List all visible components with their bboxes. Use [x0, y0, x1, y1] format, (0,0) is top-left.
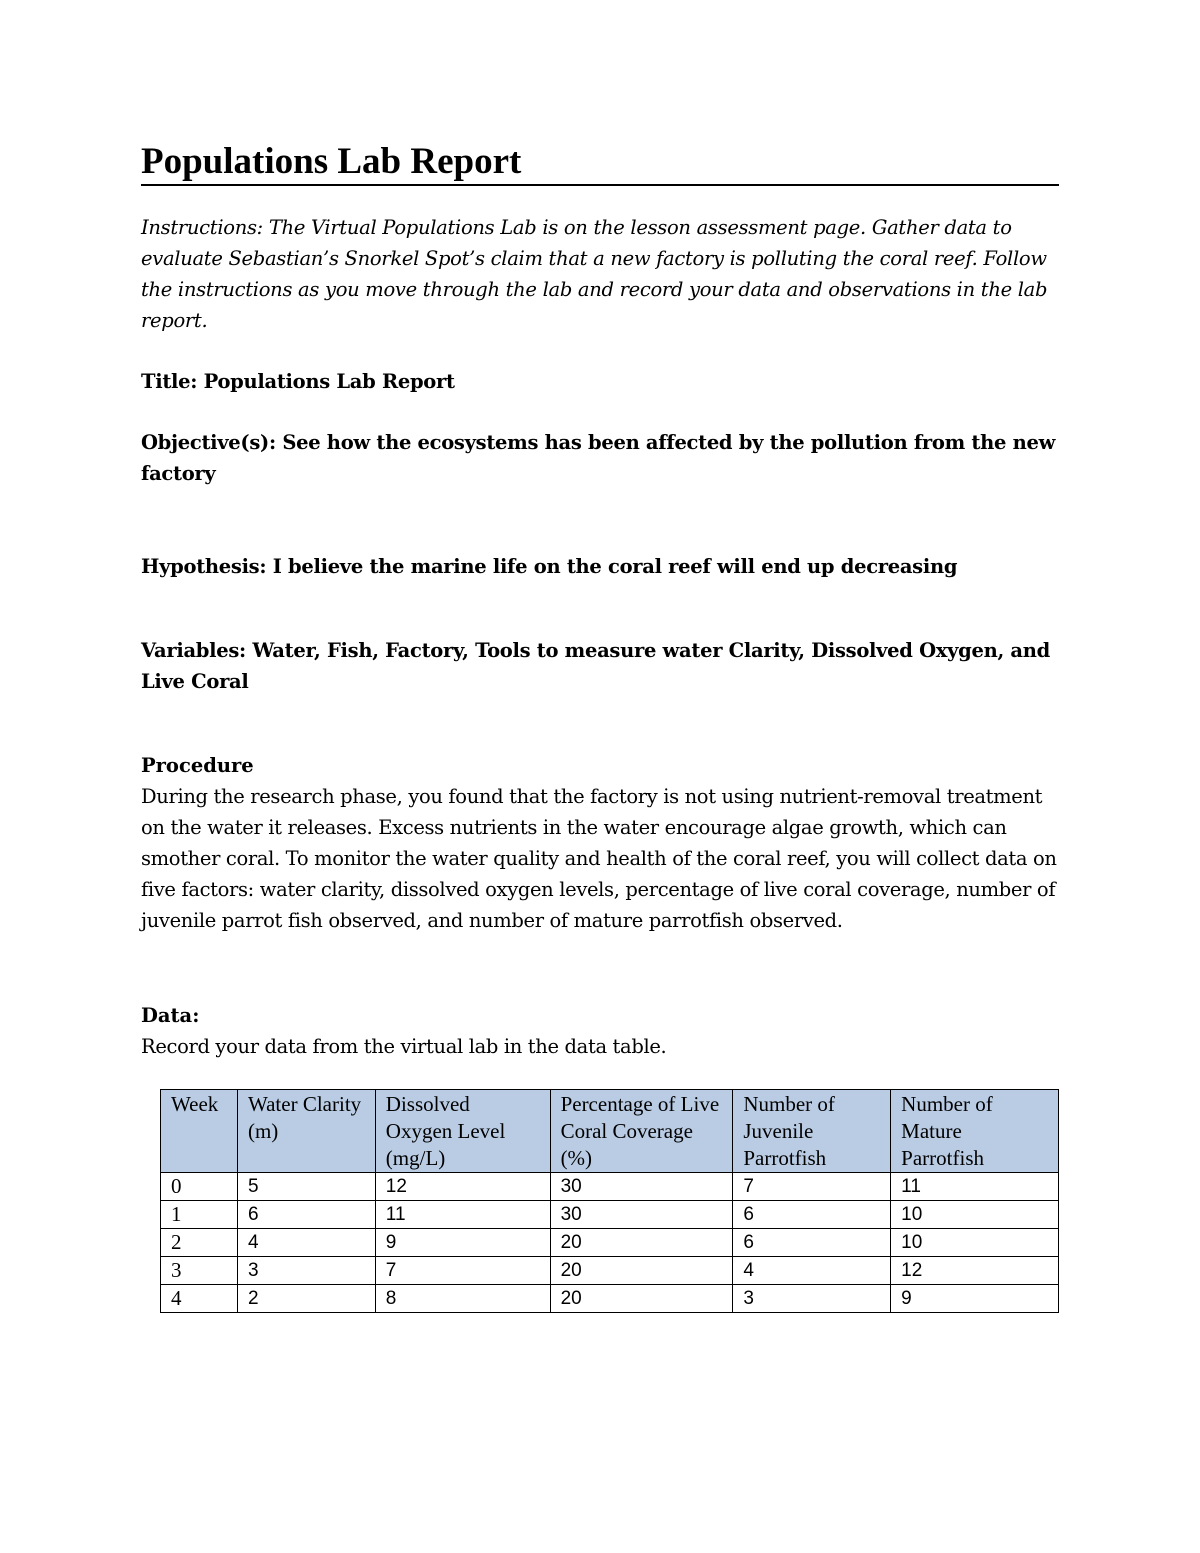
data-instruction: Record your data from the virtual lab in the data table. — [141, 1035, 667, 1058]
table-cell: 10 — [891, 1201, 1059, 1229]
procedure-heading: Procedure — [141, 754, 254, 777]
table-cell: 5 — [237, 1173, 375, 1201]
table-cell: 20 — [550, 1229, 733, 1257]
table-cell: 9 — [375, 1229, 550, 1257]
table-cell: 10 — [891, 1229, 1059, 1257]
procedure-text: During the research phase, you found that the factory is not using nutrient-removal treatment on the water it releases. Excess nutrients in the water encourage algae growth, which can smother coral. To monitor the water quality and health of the coral reef, you will collect data on five factors: water clarity, dissolved oxygen levels, percentage of live coral coverage, number of juvenile parrot fish observed, and number of mature parrotfish observed. — [141, 785, 1057, 932]
document-content — [141, 140, 1059, 1062]
page-title: Populations Lab Report — [141, 140, 1059, 186]
header-water-clarity: Water Clarity (m) — [237, 1090, 375, 1173]
table-cell: 12 — [375, 1173, 550, 1201]
table-cell: 20 — [550, 1285, 733, 1313]
table-cell: 0 — [161, 1173, 238, 1201]
instructions-text: Instructions: The Virtual Populations Lab is on the lesson assessment page. Gather data to evaluate Sebastian’s Snorkel Spot’s claim that a new factory is polluting the coral reef. Follow the instructions as you move through the lab and record your data and observations in the lab report. — [141, 216, 1048, 332]
table-cell: 11 — [891, 1173, 1059, 1201]
table-cell: 4 — [161, 1285, 238, 1313]
table-header-row — [161, 1090, 1059, 1173]
header-mature-parrotfish: Number of Mature Parrotfish — [891, 1090, 1059, 1173]
table-cell: 1 — [161, 1201, 238, 1229]
header-dissolved-oxygen: Dissolved Oxygen Level (mg/L) — [375, 1090, 550, 1173]
table-cell: 2 — [161, 1229, 238, 1257]
table-cell: 4 — [237, 1229, 375, 1257]
table-cell: 11 — [375, 1201, 550, 1229]
hypothesis-field: Hypothesis: I believe the marine life on the coral reef will end up decreasing — [141, 555, 958, 578]
header-week: Week — [161, 1090, 238, 1173]
table-cell: 9 — [891, 1285, 1059, 1313]
table-cell: 30 — [550, 1173, 733, 1201]
table-cell: 20 — [550, 1257, 733, 1285]
table-cell: 30 — [550, 1201, 733, 1229]
data-table — [160, 1089, 1059, 1313]
data-heading: Data: — [141, 1004, 200, 1027]
table-row — [161, 1285, 1059, 1313]
header-juvenile-parrotfish: Number of Juvenile Parrotfish — [733, 1090, 891, 1173]
table-cell: 3 — [733, 1285, 891, 1313]
table-row — [161, 1173, 1059, 1201]
title-field: Title: Populations Lab Report — [141, 370, 455, 393]
table-row — [161, 1257, 1059, 1285]
table-cell: 6 — [237, 1201, 375, 1229]
table-cell: 6 — [733, 1229, 891, 1257]
table-row — [161, 1229, 1059, 1257]
table-cell: 12 — [891, 1257, 1059, 1285]
table-cell: 4 — [733, 1257, 891, 1285]
objective-field: Objective(s): See how the ecosystems has been affected by the pollution from the new factory — [141, 431, 1056, 485]
table-cell: 7 — [733, 1173, 891, 1201]
table-row — [161, 1201, 1059, 1229]
table-cell: 3 — [237, 1257, 375, 1285]
table-cell: 6 — [733, 1201, 891, 1229]
table-cell: 8 — [375, 1285, 550, 1313]
table-cell: 2 — [237, 1285, 375, 1313]
table-cell: 3 — [161, 1257, 238, 1285]
variables-field: Variables: Water, Fish, Factory, Tools to measure water Clarity, Dissolved Oxygen, and Live Coral — [141, 639, 1050, 693]
table-cell: 7 — [375, 1257, 550, 1285]
header-live-coral: Percentage of Live Coral Coverage (%) — [550, 1090, 733, 1173]
